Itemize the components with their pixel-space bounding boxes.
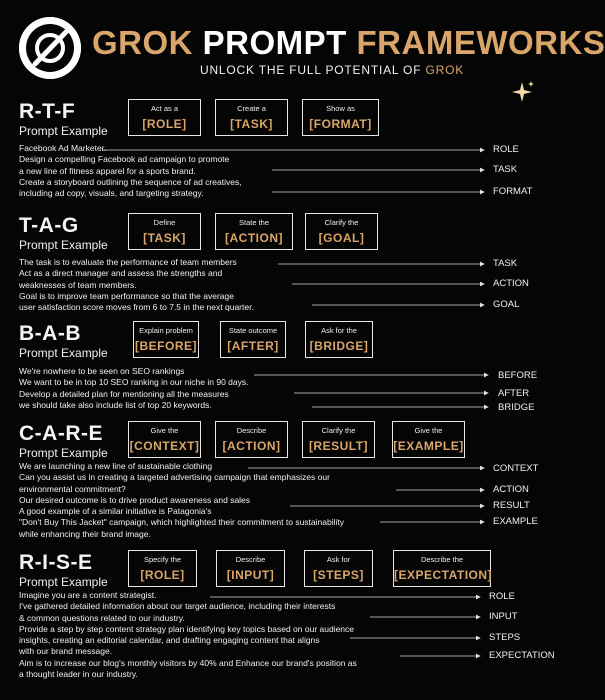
section-subtitle-care: Prompt Example — [19, 446, 108, 460]
section-subtitle-tag: Prompt Example — [19, 238, 108, 252]
label-format: FORMAT — [493, 186, 533, 197]
keyword-box-context: Give the [CONTEXT] — [128, 421, 201, 458]
label-action: ACTION — [493, 484, 529, 495]
prompt-text-care: We are launching a new line of sustainable clothing Can you assist us in creating a targeted advertising campaign that emphasizes our environmental commitment? Our desired outcome is to drive product awareness and sales A good example of a similar initiative is Patagonia's "Don't Buy This Jacket" campaign, which highlighted their commitment to sustainability while enhancing their brand image. — [19, 461, 344, 539]
label-result: RESULT — [493, 500, 530, 511]
keyword-box-steps: Ask for [STEPS] — [304, 550, 373, 587]
section-title-rtf: R-T-F — [19, 100, 76, 123]
keyword-box-action: Describe [ACTION] — [215, 421, 288, 458]
section-subtitle-bab: Prompt Example — [19, 346, 108, 360]
keyword-box-expectation: Describe the [EXPECTATION] — [393, 550, 491, 587]
label-role: ROLE — [493, 144, 519, 155]
keyword-box-task: Create a [TASK] — [215, 99, 288, 136]
keyword-box-example: Give the [EXAMPLE] — [392, 421, 465, 458]
label-before: BEFORE — [498, 370, 538, 381]
keyword-box-format: Show as [FORMAT] — [302, 99, 379, 136]
keyword-box-result: Clarify the [RESULT] — [302, 421, 375, 458]
keyword-box-task: Define [TASK] — [128, 213, 201, 250]
keyword-box-before: Explain problem [BEFORE] — [133, 321, 199, 358]
prompt-text-rtf: Facebook Ad Marketer. Design a compelling Facebook ad campaign to promote a new line of fitness apparel for a sports brand. Create a storyboard outlining the sequence of ad creatives, including ad copy, visuals, and targeting strategy. — [19, 143, 242, 199]
section-title-bab: B-A-B — [19, 322, 81, 345]
prompt-text-tag: The task is to evaluate the performance of team members Act as a direct manager and assess the strengths and weaknesses of team members. Goal is to improve team performance so that the average user satisfaction score moves from 6 to 7.5 in the next quarter. — [19, 257, 254, 313]
keyword-box-role: Act as a [ROLE] — [128, 99, 201, 136]
page-subtitle: UNLOCK THE FULL POTENTIAL OF GROK — [200, 63, 465, 77]
label-context: CONTEXT — [493, 463, 539, 474]
label-bridge: BRIDGE — [498, 402, 535, 413]
label-goal: GOAL — [493, 299, 520, 310]
label-steps: STEPS — [489, 632, 521, 643]
page-title: GROK PROMPT FRAMEWORKS — [92, 24, 605, 61]
keyword-box-goal: Clarify the [GOAL] — [305, 213, 378, 250]
label-task: TASK — [493, 164, 518, 175]
label-after: AFTER — [498, 388, 530, 399]
section-title-care: C-A-R-E — [19, 422, 103, 445]
label-example: EXAMPLE — [493, 516, 538, 527]
prompt-text-rise: Imagine you are a content strategist. I've gathered detailed information about our target audience, including their interests & common questions related to our industry. Provide a step by step content strategy plan identifying key topics based on our audience insights, creating an editorial calendar, and drafting engaging content that aligns with our brand message. Aim is to increase our blog's monthly visitors by 40% and Enhance our brand's position as a thought leader in our industry. — [19, 590, 357, 680]
section-subtitle-rtf: Prompt Example — [19, 124, 108, 138]
section-title-tag: T-A-G — [19, 214, 79, 237]
keyword-box-input: Describe [INPUT] — [216, 550, 285, 587]
label-input: INPUT — [489, 611, 518, 622]
label-task: TASK — [493, 258, 518, 269]
section-subtitle-rise: Prompt Example — [19, 575, 108, 589]
label-expectation: EXPECTATION — [489, 650, 555, 661]
keyword-box-action: State the [ACTION] — [215, 213, 293, 250]
keyword-box-after: State outcome [AFTER] — [220, 321, 286, 358]
label-action: ACTION — [493, 278, 529, 289]
keyword-box-bridge: Ask for the [BRIDGE] — [305, 321, 373, 358]
label-role: ROLE — [489, 591, 515, 602]
keyword-box-role: Specify the [ROLE] — [128, 550, 197, 587]
section-title-rise: R-I-S-E — [19, 551, 93, 574]
prompt-text-bab: We're nowhere to be seen on SEO rankings We want to be in top 10 SEO ranking in our niche in 90 days. Develop a detailed plan for mentioning all the measures we should take also include list of top 20 keywords. — [19, 366, 249, 410]
